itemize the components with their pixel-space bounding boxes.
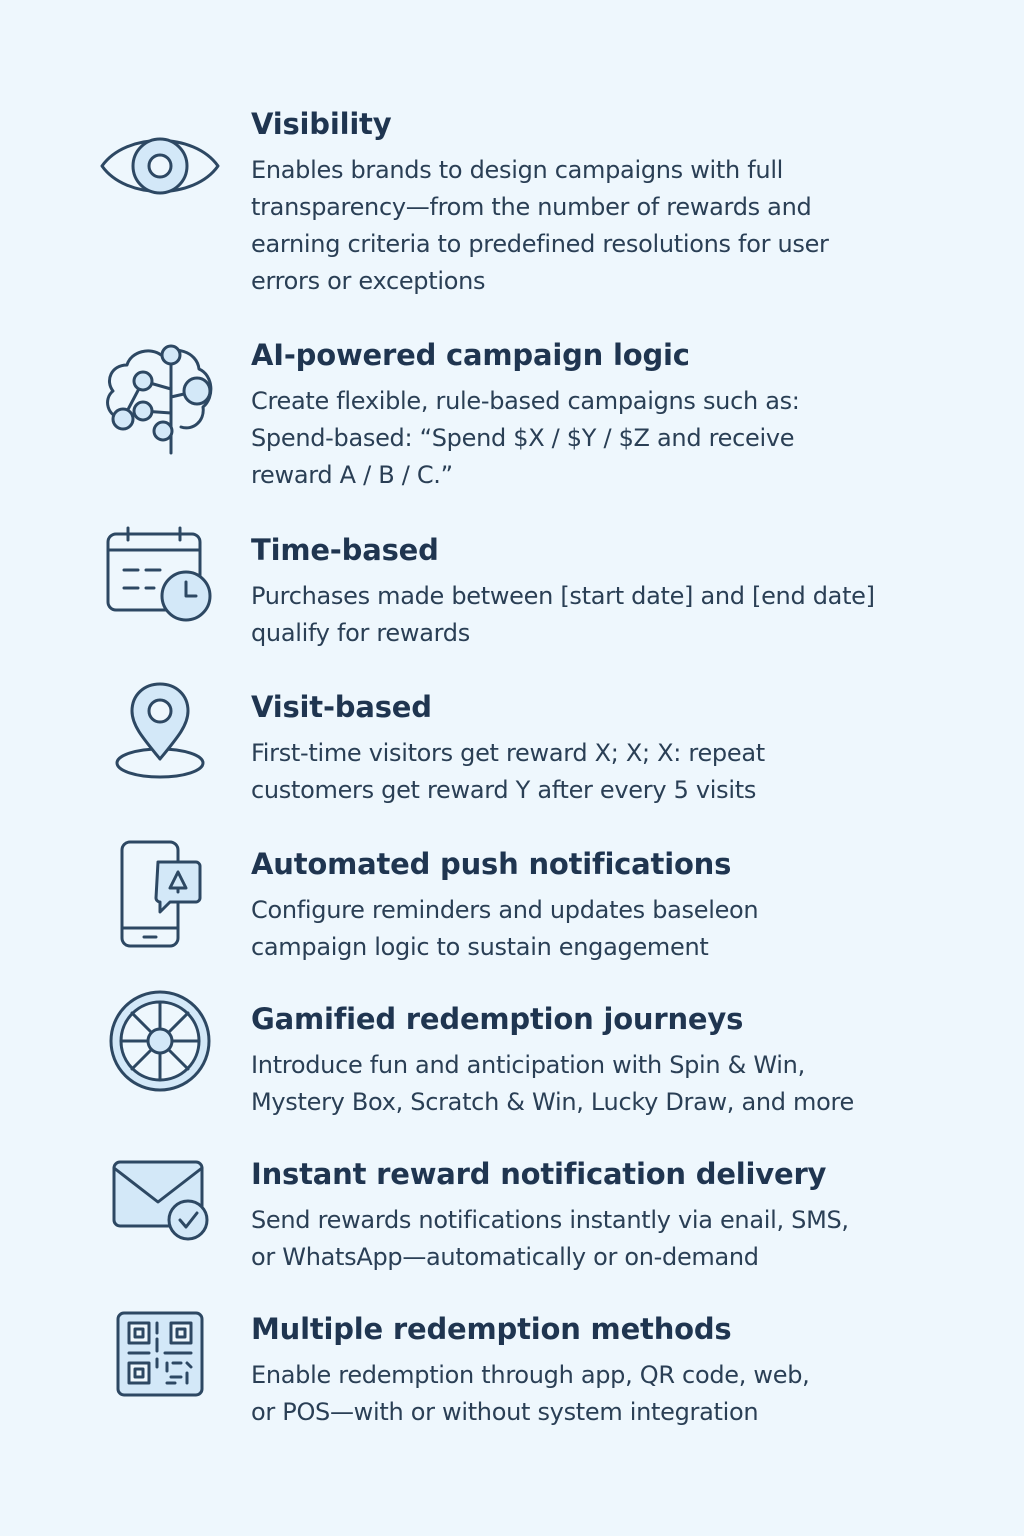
description-line: Introduce fun and anticipation with Spin & Win,: [251, 1051, 805, 1079]
envelope-check-icon: [96, 1160, 224, 1288]
feature-title: Multiple redemption methods: [251, 1312, 732, 1346]
brain-network-icon: [96, 341, 224, 469]
feature-title: AI-powered campaign logic: [251, 338, 690, 372]
spin-wheel-icon: [96, 989, 224, 1117]
feature-title: Instant reward notification delivery: [251, 1157, 827, 1191]
description-line: First-time visitors get reward X; X; X: repeat: [251, 739, 765, 767]
feature-title: Automated push notifications: [251, 847, 732, 881]
description-line: Mystery Box, Scratch & Win, Lucky Draw, and more: [251, 1088, 855, 1116]
description-line: earning criteria to predefined resolutions for user: [251, 230, 829, 258]
description-line: transparency—from the number of rewards and: [251, 193, 812, 221]
description-line: customers get reward Y after every 5 visits: [251, 776, 757, 804]
feature-description: [251, 1202, 971, 1276]
feature-description: [251, 892, 971, 966]
description-line: Purchases made between [start date] and [end date]: [251, 582, 875, 610]
feature-title: Gamified redemption journeys: [251, 1002, 744, 1036]
feature-description: [251, 383, 971, 494]
description-line: Spend-based: “Spend $X / $Y / $Z and receive: [251, 424, 795, 452]
feature-title: Visibility: [251, 107, 392, 141]
description-line: Configure reminders and updates baseleon: [251, 896, 759, 924]
feature-text: [251, 689, 971, 809]
eye-icon: [96, 124, 224, 252]
feature-description: [251, 578, 971, 652]
feature-description: [251, 735, 971, 809]
description-line: qualify for rewards: [251, 619, 470, 647]
description-line: errors or exceptions: [251, 267, 486, 295]
description-line: Enable redemption through app, QR code, web,: [251, 1361, 810, 1389]
description-line: or POS—with or without system integration: [251, 1398, 759, 1426]
feature-description: [251, 1047, 971, 1121]
feature-description: [251, 1357, 971, 1431]
feature-description: [251, 152, 971, 300]
feature-text: [251, 532, 971, 652]
description-line: reward A / B / C.”: [251, 461, 453, 489]
feature-text: [251, 1001, 971, 1121]
feature-text: [251, 337, 971, 494]
feature-text: [251, 1156, 971, 1276]
description-line: campaign logic to sustain engagement: [251, 933, 709, 961]
location-pin-icon: [96, 681, 224, 809]
description-line: or WhatsApp—automatically or on-demand: [251, 1243, 759, 1271]
qr-code-icon: [96, 1311, 224, 1439]
feature-title: Time-based: [251, 533, 439, 567]
description-line: Send rewards notifications instantly via enail, SMS,: [251, 1206, 849, 1234]
feature-text: [251, 846, 971, 966]
phone-notification-icon: [96, 840, 224, 968]
feature-text: [251, 1311, 971, 1431]
description-line: Enables brands to design campaigns with full: [251, 156, 784, 184]
calendar-clock-icon: [96, 526, 224, 654]
description-line: Create flexible, rule-based campaigns such as:: [251, 387, 800, 415]
feature-text: [251, 106, 971, 300]
feature-title: Visit-based: [251, 690, 432, 724]
